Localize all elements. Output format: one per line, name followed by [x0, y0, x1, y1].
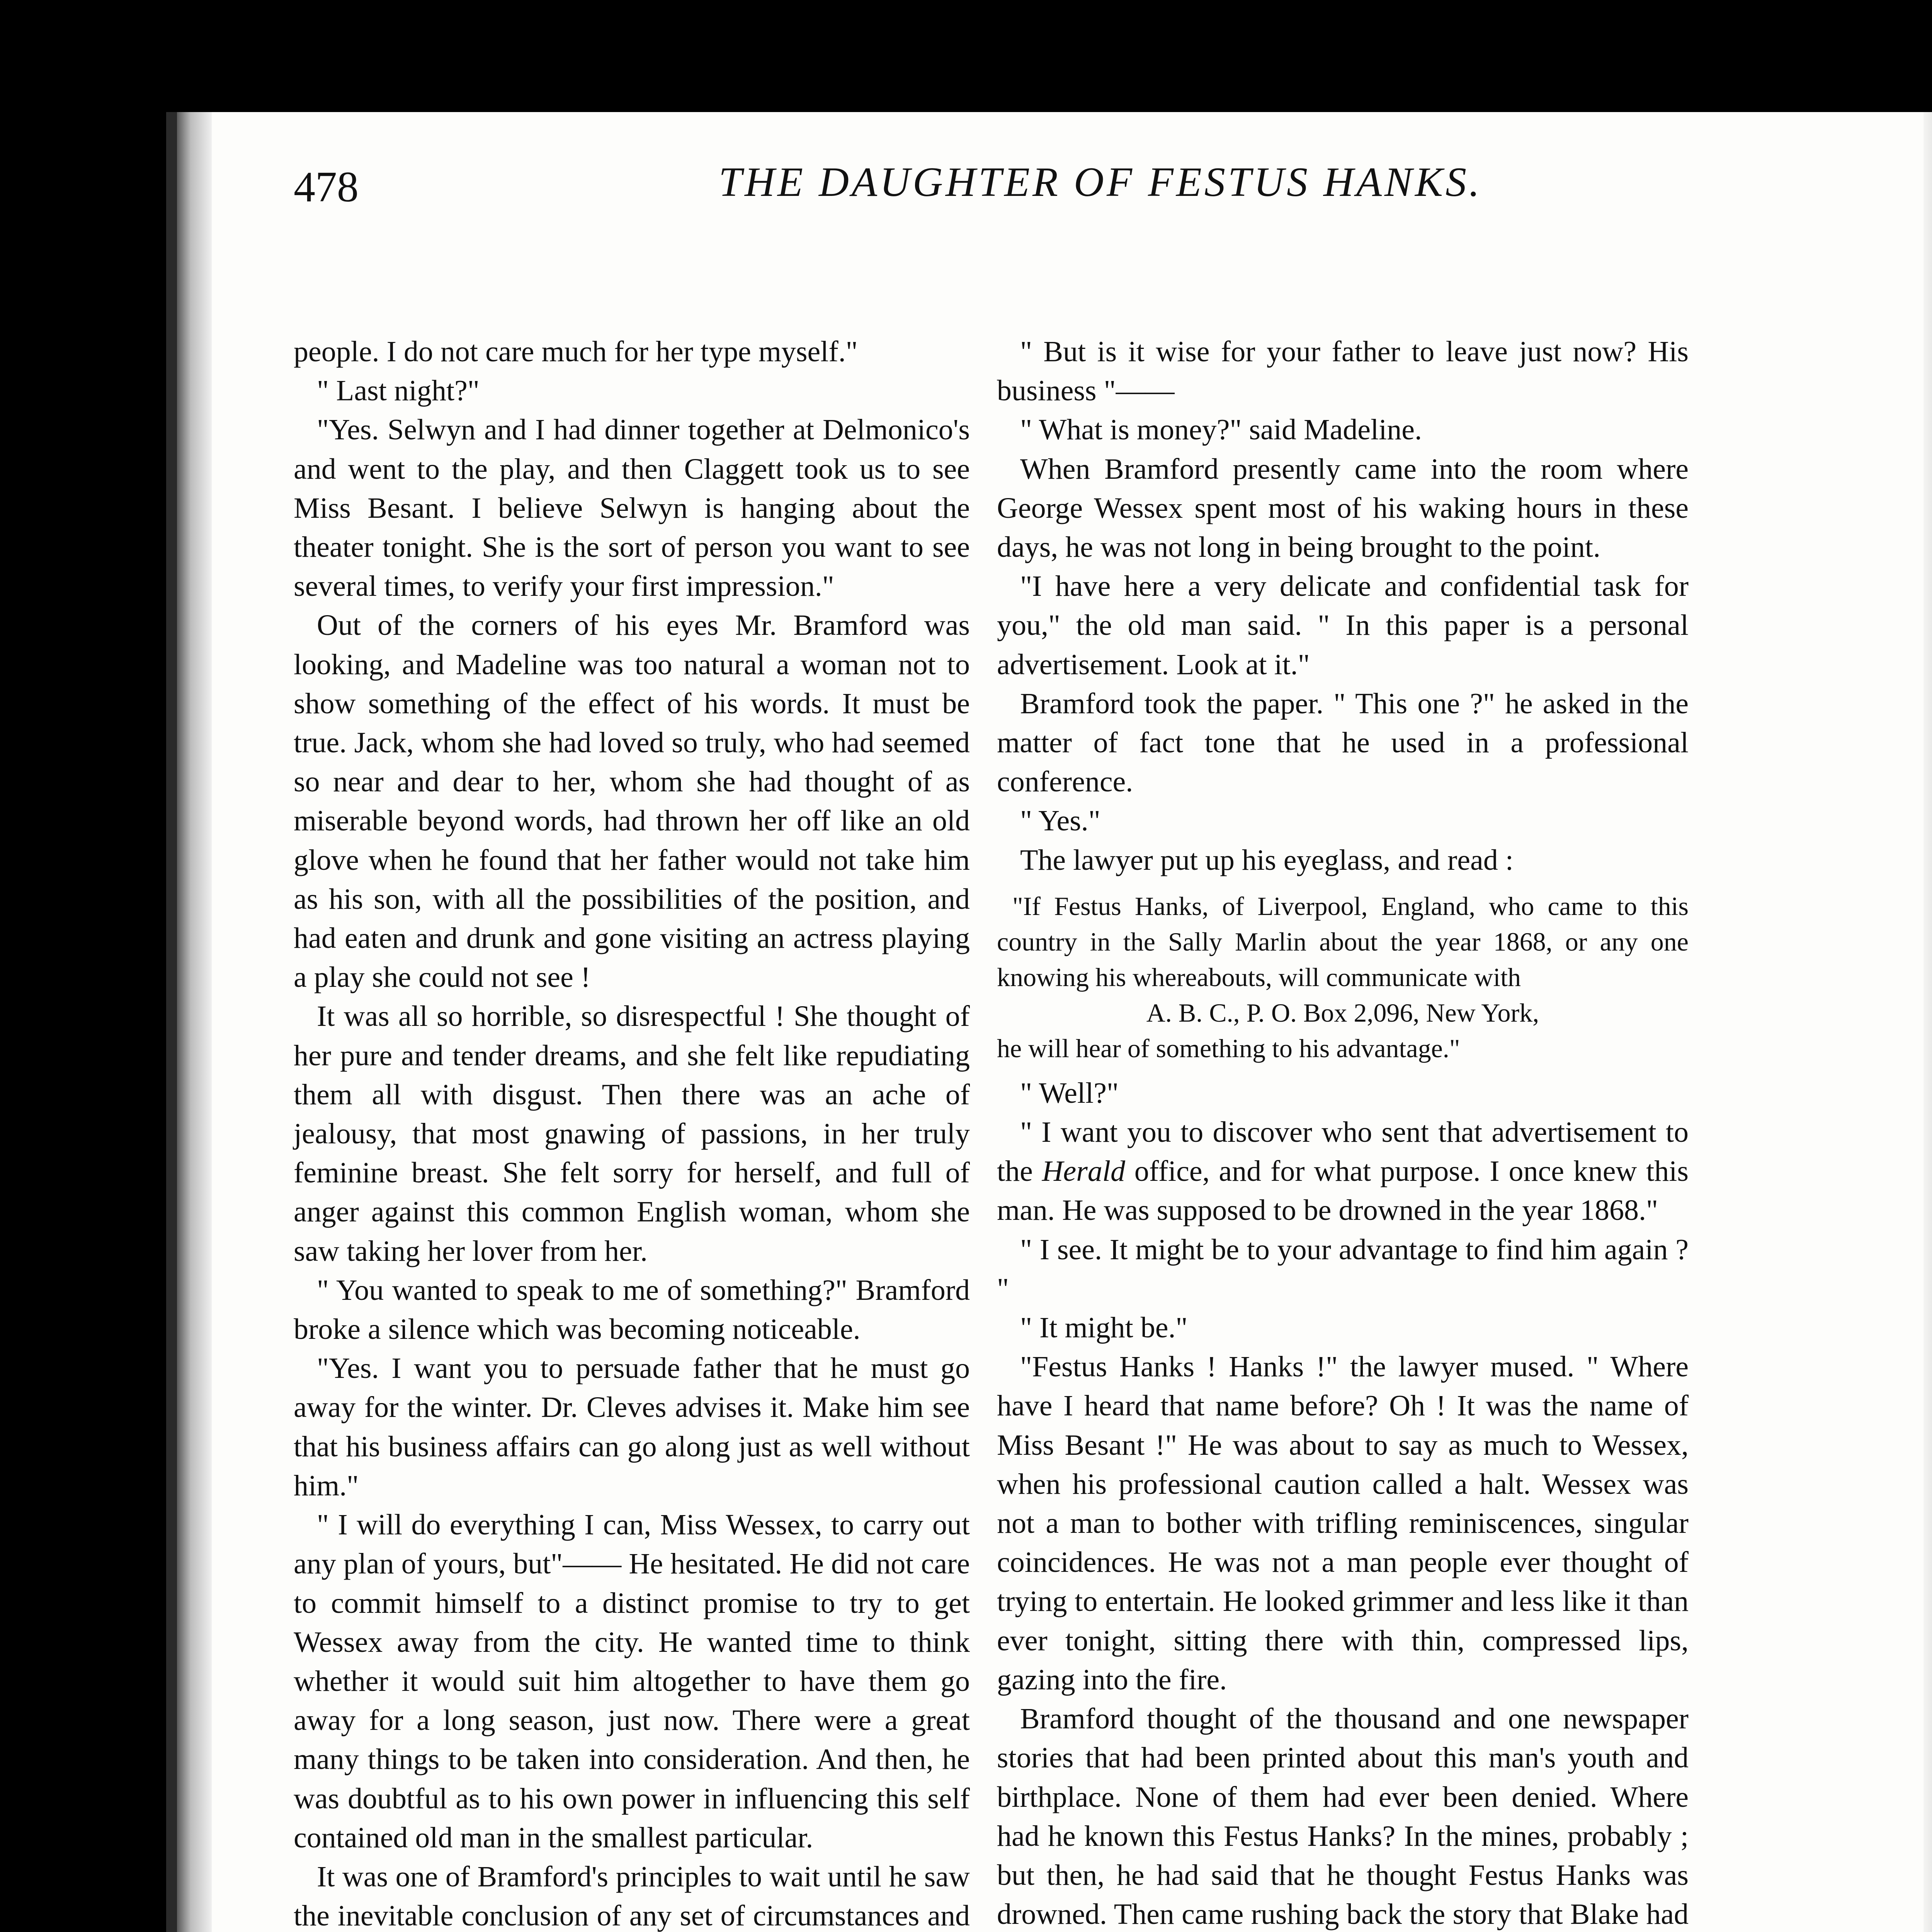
advertisement-text: "If Festus Hanks, of Liverpool, England, who came to this country in the Sally Marlin about the year 1868, or any one knowing his whereabouts, will communicate with	[997, 891, 1689, 992]
running-head-title: THE DAUGHTER OF FESTUS HANKS.	[719, 159, 1482, 205]
paragraph: " I see. It might be to your advantage to find him again ? "	[997, 1233, 1689, 1305]
paragraph: The lawyer put up his eyeglass, and read :	[1020, 844, 1514, 876]
paragraph: " Well?"	[1020, 1077, 1119, 1109]
paragraph: people. I do not care much for her type myself."	[294, 335, 858, 368]
paragraph: " It might be."	[1020, 1311, 1188, 1344]
paragraph: When Bramford presently came into the room where George Wessex spent most of his waking hours in these days, he was not long in being brought to the point.	[997, 452, 1689, 564]
paragraph: It was one of Bramford's principles to wait until he saw the inevitable conclusion of any set of circumstances and	[294, 1860, 970, 1932]
advertisement-address: A. B. C., P. O. Box 2,096, New York,	[1146, 998, 1539, 1027]
paragraph: Bramford thought of the thousand and one newspaper stories that had been printed about this man's youth and birthplace. None of them had ever been denied. Where had he known this Festus Hanks? In the mines, probably ; but then, he had said that he thought Festus Hanks was drowned. Then came rushing back the story that Blake had	[997, 1702, 1689, 1931]
paragraph: It was all so horrible, so disrespectful ! She thought of her pure and tender dreams, and she felt like repudiating them all with disgust. Then there was an ache of jealousy, that most gnawing of passions, in her truly feminine breast. She felt sorry for herself, and full of anger against this common English woman, whom she saw taking her lover from her.	[294, 1000, 970, 1267]
left-text-column	[294, 332, 970, 1932]
paragraph: "Festus Hanks ! Hanks !" the lawyer mused. " Where have I heard that name before? Oh ! It was the name of Miss Besant !" He was about to say as much to Wessex, when his professional caution called a halt. Wessex was not a man to bother with trifling reminiscences, singular coincidences. He was not a man people ever thought of trying to entertain. He looked grimmer and less like it than ever tonight, sitting there with thin, compressed lips, gazing into the fire.	[997, 1350, 1689, 1696]
personal-advertisement	[997, 888, 1689, 1066]
paragraph	[997, 1113, 1689, 1230]
page-spine-shadow	[177, 112, 212, 1932]
paragraph: " But is it wise for your father to leave just now? His business "——	[997, 335, 1689, 407]
paragraph: " Last night?"	[317, 374, 480, 407]
paragraph: "I have here a very delicate and confidential task for you," the old man said. " In this paper is a personal advertisement. Look at it."	[997, 570, 1689, 681]
paragraph: " I will do everything I can, Miss Wessex, to carry out any plan of yours, but"—— He hesitated. He did not care to commit himself to a distinct promise to try to get Wessex away from the city. He wanted time to think whether it would suit him altogether to have them go away for a long season, just now. There were a great many things to be taken into consideration. And then, he was doubtful as to his own power in influencing this self contained old man in the smallest particular.	[294, 1509, 970, 1854]
page-edge-shadow	[1923, 112, 1932, 1932]
page-number: 478	[294, 163, 359, 211]
advertisement-closing: he will hear of something to his advantage."	[997, 1033, 1460, 1063]
paragraph: " You wanted to speak to me of something?" Bramford broke a silence which was becoming noticeable.	[294, 1274, 970, 1346]
paragraph: Bramford took the paper. " This one ?" he asked in the matter of fact tone that he used in a professional conference.	[997, 687, 1689, 798]
paragraph: "Yes. I want you to persuade father that he must go away for the winter. Dr. Cleves advises it. Make him see that his business affairs can go along just as well without him."	[294, 1352, 970, 1502]
paragraph: " What is money?" said Madeline.	[1020, 413, 1422, 446]
paragraph: " Yes."	[1020, 804, 1100, 837]
newspaper-name: Herald	[1042, 1155, 1125, 1188]
paragraph: Out of the corners of his eyes Mr. Bramford was looking, and Madeline was too natural a woman not to show something of the effect of his words. It must be true. Jack, whom she had loved so truly, who had seemed so near and dear to her, whom she had thought of as miserable beyond words, had thrown her off like an old glove when he found that her father would not take him as his son, with all the possibilities of the position, and had eaten and drunk and gone visiting an actress playing a play she could not see !	[294, 609, 970, 994]
paragraph-text: " I want you to discover who sent that advertisement to the	[997, 1116, 1689, 1188]
paragraph-text: office, and for what purpose. I once knew this man. He was supposed to be drowned in the year 1868."	[997, 1155, 1689, 1227]
paragraph: "Yes. Selwyn and I had dinner together at Delmonico's and went to the play, and then Claggett took us to see Miss Besant. I believe Selwyn is hanging about the theater tonight. She is the sort of person you want to see several times, to verify your first impression."	[294, 413, 970, 603]
right-text-column	[997, 332, 1689, 1932]
